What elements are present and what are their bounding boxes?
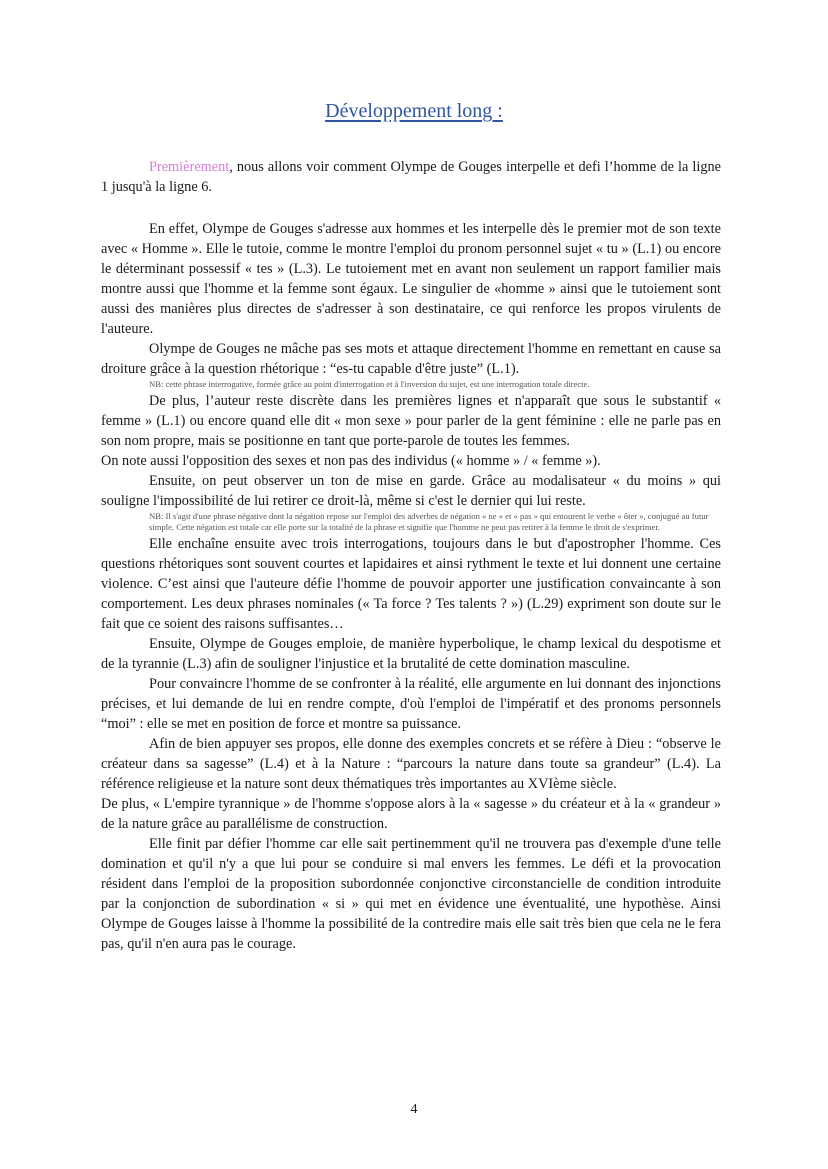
paragraph-2: Olympe de Gouges ne mâche pas ses mots et attaque directement l'homme en remettant en cause sa droiture grâce à la question rhétorique : “es-tu capable d'être juste” (L.1). xyxy=(101,341,721,377)
paragraph-1: En effet, Olympe de Gouges s'adresse aux hommes et les interpelle dès le premier mot de son texte avec « Homme ». Elle le tutoie, comme le montre l'emploi du pronom personnel sujet « tu » (L.1) ou encore le déterminant possessif « tes » (L.3). Le tutoiement met en avant non seulement un rapport familier mais montre aussi que l'homme et la femme sont égaux. Le singulier de «homme » ainsi que le tutoiement sont aussi des manières plus directes de s'adresser à son destinataire, ce qui renforce les propos virulents de l'auteure. xyxy=(101,221,721,337)
main-body xyxy=(101,219,721,954)
note-2: NB: Il s'agit d'une phrase négative dont la négation repose sur l'emploi des adverbes de négation « ne » et « pas » qui entourent le verbe « ôter », conjugué au futur simple. Cette négation est totale car elle porte sur la totalité de la phrase et signifie que l'homme ne peut pas retirer à la femme le droit de s'exprimer. xyxy=(149,510,709,532)
paragraph-8b: De plus, « L'empire tyrannique » de l'homme s'oppose alors à la « sagesse » du créateur et à la « grandeur » de la nature grâce au parallélisme de construction. xyxy=(101,795,721,832)
paragraph-9: Elle finit par défier l'homme car elle sait pertinemment qu'il ne trouvera pas d'exemple d'une telle domination et qu'il n'y a que lui pour se conduire si mal envers les femmes. Le défi et la provocation résident dans l'emploi de la proposition subordonnée conjonctive circonstancielle de condition introduite par la conjonction de subordination « si » qui met en évidence une éventualité, une hypothèse. Ainsi Olympe de Gouges laisse à l'homme la possibilité de la contredire mais elle sait très bien que cela ne le fera pas, qu'il n'en aura pas le courage. xyxy=(101,835,721,952)
page-number: 4 xyxy=(410,1102,418,1117)
paragraph-3: De plus, l’auteur reste discrète dans les premières lignes et n'apparaît que sous le substantif « femme » (L.1) ou encore quand elle dit « mon sexe » pour parler de la gent féminine : elle ne parle pas en son nom propre, mais se positionne en tant que porte-parole de toutes les femmes. xyxy=(101,392,721,449)
paragraph-7: Pour convaincre l'homme de se confronter à la réalité, elle argumente en lui donnant des injonctions précises, et lui demande de lui en rendre compte, d'où l'emploi de l'impératif et des pronoms personnels “moi” : elle se met en position de force et montre sa puissance. xyxy=(101,675,721,732)
intro-paragraph xyxy=(101,157,721,197)
paragraph-8: Afin de bien appuyer ses propos, elle donne des exemples concrets et se réfère à Dieu : “observe le créateur dans sa sagesse” (L.4) et à la Nature : “parcours la nature dans toute sa grandeur” (L.4). La référence religieuse et la nature sont deux thématiques très importantes au XVIème siècle. xyxy=(101,735,721,792)
page-title: Développement long : xyxy=(325,100,503,122)
note-1: NB: cette phrase interrogative, formée grâce au point d'interrogation et à l'inversion du sujet, est une interrogation totale directe. xyxy=(149,379,590,389)
paragraph-5: Elle enchaîne ensuite avec trois interrogations, toujours dans le but d'apostropher l'homme. Ces questions rhétoriques sont souvent courtes et lapidaires et ainsi rythment le texte et lui donnent une certaine violence. C’est ainsi que l'auteure défie l'homme de pouvoir apporter une justification convaincante à son comportement. Les deux phrases nominales (« Ta force ? Tes talents ? ») (L.29) expriment son doute sur le fait que ce soient des raisons suffisantes… xyxy=(101,535,721,632)
paragraph-6: Ensuite, Olympe de Gouges emploie, de manière hyperbolique, le champ lexical du despotisme et de la tyrannie (L.3) afin de souligner l'injustice et la brutalité de cette domination masculine. xyxy=(101,635,721,672)
intro-text: , nous allons voir comment Olympe de Gouges interpelle et defi l’homme de la ligne 1 jusqu'à la ligne 6. xyxy=(101,159,721,195)
intro-highlight: Premièrement xyxy=(149,159,230,175)
paragraph-3b: On note aussi l'opposition des sexes et non pas des individus (« homme » / « femme »). xyxy=(101,452,601,469)
paragraph-4: Ensuite, on peut observer un ton de mise en garde. Grâce au modalisateur « du moins » qui souligne l'impossibilité de lui retirer ce droit-là, même si c'est le dernier qui lui reste. xyxy=(101,472,721,509)
